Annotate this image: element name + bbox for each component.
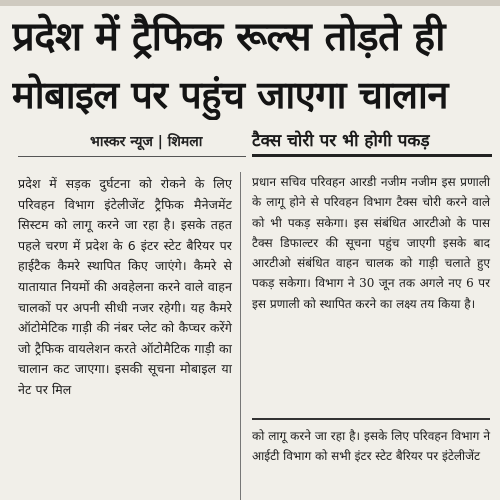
column-divider [240, 172, 241, 500]
page-top-strip [0, 0, 500, 6]
byline-divider [18, 156, 246, 157]
left-column-body: प्रदेश में सड़क दुर्घटना को रोकने के लिए परिवहन विभाग इंटेलीजेंट ट्रैफिक मैनेजमेंट सिस्टम को लागू करने जा रहा है। इसके तहत पहले चरण में प्रदेश के 6 इंटर स्टेट बैरियर पर हाईटैक कैमरे स्थापित किए जाएंगे। कैमरे से यातायात नियमों की अवहेलना करने वाले वाहन चालकों पर अपनी सीधी नजर रहेगी। यह कैमरे ऑटोमेटिक गाड़ी की नंबर प्लेट को कैप्चर करेंगे जो ट्रैफिक वायलेशन करते ऑटोमैटिक गाड़ी का चालान कट जाएगा। इसकी सूचना मोबाइल या नेट पर मिल [18, 176, 232, 397]
right-column-body: प्रधान सचिव परिवहन आरडी नजीम नजीम इस प्रणाली के लागू होने से परिवहन विभाग टैक्स चोरी करने वाले को भी पकड़ सकेगा। इस संबंधित आरटीओ के पास टैक्स डिफाल्टर की सूचना पहुंच जाएगी इसके बाद आरटीओ संबंधित वाहन चालक को गाड़ी चलाते हुए पकड़ सकेगा। विभाग ने 30 जून तक अगले नए 6 पर इस प्रणाली को स्थापित करने का लक्ष्य तय किया है। [252, 175, 490, 311]
right-column-continued-body: को लागू करने जा रहा है। इसके लिए परिवहन विभाग ने आईटी विभाग को सभी इंटर स्टेट बैरियर पर इंटेलीजेंट [252, 429, 490, 464]
byline: भास्कर न्यूज | शिमला [90, 134, 203, 150]
headline-line-1: प्रदेश में ट्रैफिक रूल्स तोड़ते ही [12, 14, 445, 60]
right-column-section-divider [252, 418, 490, 420]
right-column-subheading: टैक्स चोरी पर भी होगी पकड़ [252, 128, 492, 157]
headline-line-2: मोबाइल पर पहुंच जाएगा चालान [12, 73, 448, 117]
